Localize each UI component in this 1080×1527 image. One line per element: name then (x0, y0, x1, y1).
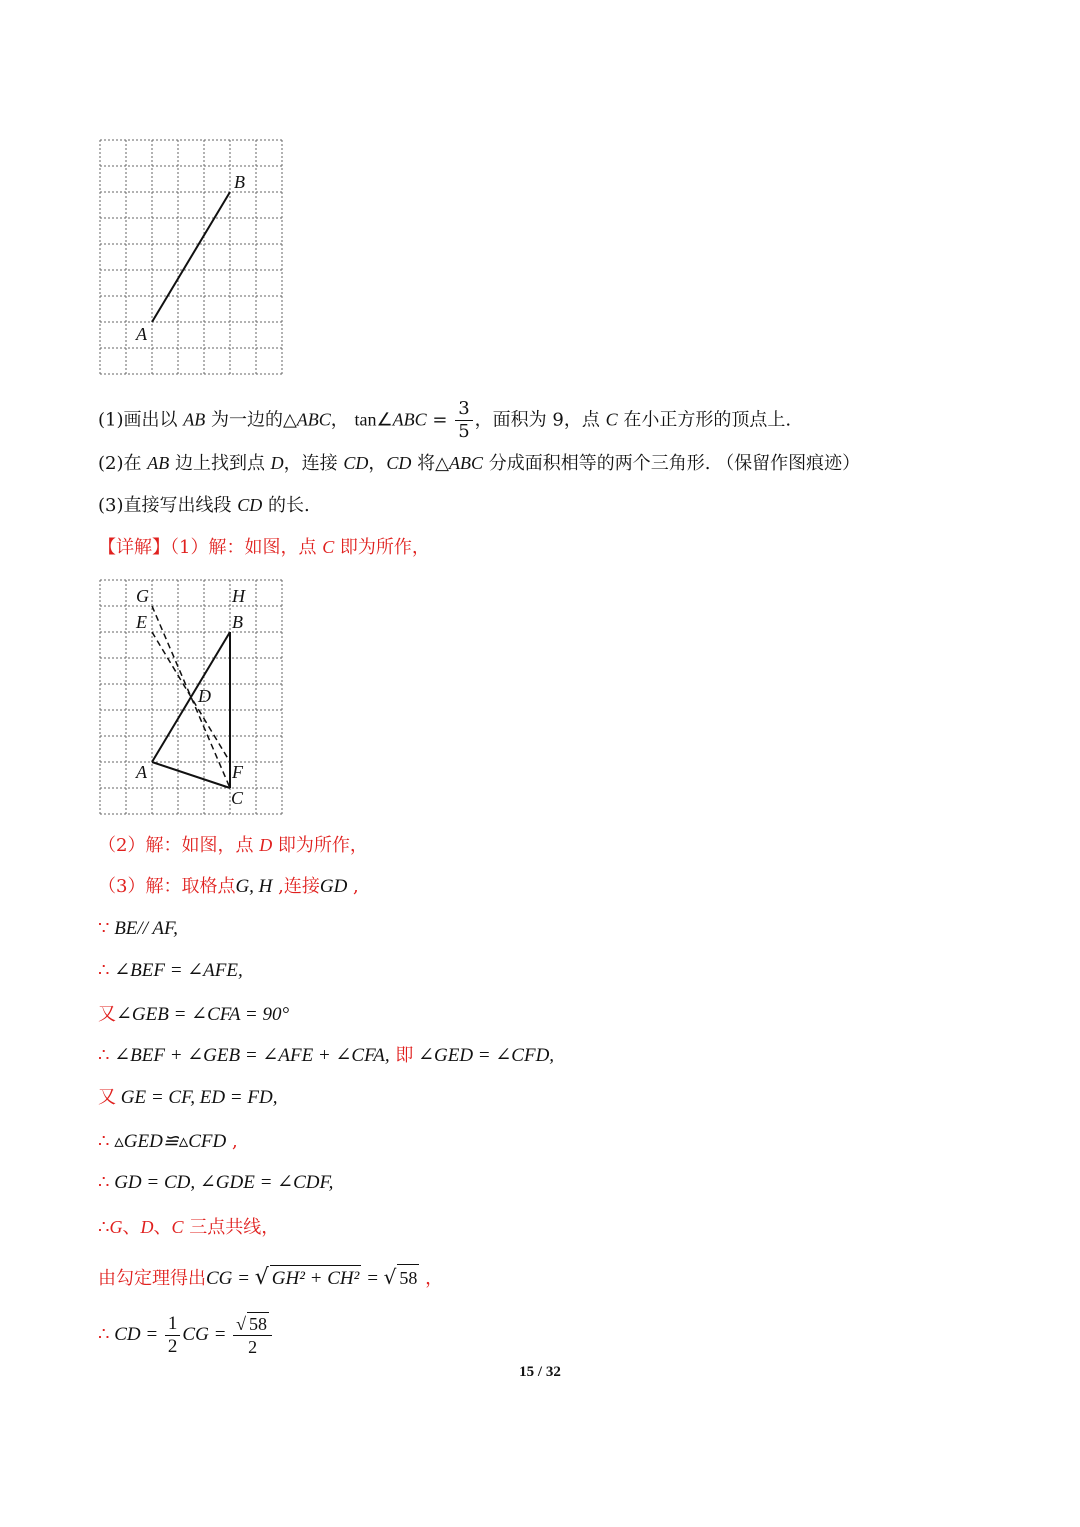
point-label-f: F (232, 762, 243, 782)
page-number: 15 / 32 (519, 1364, 561, 1380)
proof-step-9: 由勾定理得出CG = √ GH² + CH² = √ 58 ， (98, 1265, 444, 1290)
proof-step-8: ∴G、D、C 三点共线， (98, 1217, 280, 1238)
solution-part-2: （2）解：如图，点 D 即为所作， (98, 835, 368, 856)
point-label-d: D (198, 686, 211, 706)
point-label-a: A (136, 762, 147, 782)
solution-heading: 【详解】（1）解：如图，点 C 即为所作， (98, 537, 430, 558)
proof-step-1: ∵ BE// AF, (98, 918, 178, 939)
question-part-3: (3)直接写出线段 CD 的长. (98, 495, 310, 516)
fraction-sqrt58-over-2: $\frac{√ 58}{2}$ (233, 1312, 272, 1358)
proof-step-6: ∴ ▵GED≌▵CFD , (98, 1131, 238, 1152)
proof-step-10: ∴ CD = $\frac{1}{2}$ CG = $\frac{√ 58}{2}$ (98, 1310, 274, 1360)
point-label-b: B (234, 172, 245, 192)
proof-step-5: 又 GE = CF, ED = FD, (98, 1087, 278, 1108)
point-label-h: H (232, 586, 245, 606)
proof-step-7: ∴ GD = CD, ∠GDE = ∠CDF, (98, 1172, 334, 1193)
question-part-2: (2)在 AB 边上找到点 D，连接 CD，CD 将△ABC 分成面积相等的两个三角形. （保留作图痕迹） (98, 453, 861, 474)
question-part-1: (1)画出以 AB 为一边的△ABC， tan∠ABC = $\frac{3}{5}$ ，面积为 9，点 C 在小正方形的顶点上. (98, 398, 792, 442)
fraction-one-half: $\frac{1}{2}$ (165, 1313, 181, 1358)
proof-step-2: ∴ ∠BEF = ∠AFE, (98, 960, 243, 981)
figure-construction (98, 578, 288, 818)
fraction-three-fifths: $\frac{3}{5}$ (455, 398, 472, 443)
solution-part-3: （3）解：取格点G, H ,连接GD , (98, 876, 359, 897)
point-label-b: B (232, 612, 243, 632)
proof-step-3: 又∠GEB = ∠CFA = 90° (98, 1004, 290, 1025)
point-label-g: G (136, 586, 149, 606)
figure-grid-ab (98, 138, 288, 378)
point-label-e: E (136, 612, 147, 632)
point-label-a: A (136, 324, 147, 344)
segment-ab (152, 192, 230, 322)
point-label-c: C (231, 788, 244, 808)
proof-step-4: ∴ ∠BEF + ∠GEB = ∠AFE + ∠CFA, 即 ∠GED = ∠CFD, (98, 1045, 555, 1066)
segment-ac (152, 762, 230, 788)
